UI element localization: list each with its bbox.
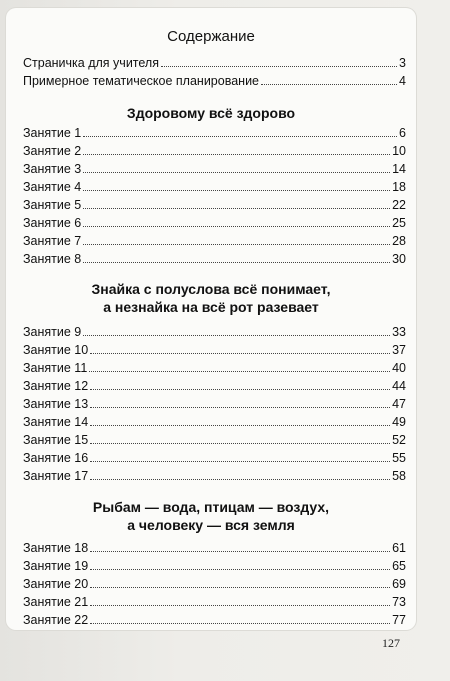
toc-entry-page: 49 <box>392 415 406 429</box>
toc-entry-page: 22 <box>392 198 406 212</box>
toc-entry[interactable] <box>23 72 406 89</box>
toc-entry-page: 30 <box>392 252 406 266</box>
section-heading-line: Рыбам — вода, птицам — воздух, <box>92 499 330 515</box>
toc-entry-page: 10 <box>392 144 406 158</box>
toc-entry-label: Занятие 8 <box>23 252 82 266</box>
toc-entry-page: 47 <box>392 397 406 411</box>
toc-entry-page: 18 <box>392 180 406 194</box>
toc-entry-page: 4 <box>399 74 406 88</box>
toc-entry-label: Занятие 1 <box>23 126 82 140</box>
toc-entry[interactable] <box>23 54 406 71</box>
toc-entry-label: Занятие 11 <box>23 361 88 375</box>
toc-entry[interactable] <box>23 413 406 430</box>
toc-entry[interactable] <box>23 395 406 412</box>
toc-entry[interactable] <box>23 359 406 376</box>
toc-entry[interactable] <box>23 467 406 484</box>
toc-entry[interactable] <box>23 593 406 610</box>
dot-leader <box>90 388 390 390</box>
toc-entry-label: Занятие 22 <box>23 613 89 627</box>
toc-entry-label: Занятие 6 <box>23 216 82 230</box>
toc-entry-label: Занятие 7 <box>23 234 82 248</box>
dot-leader <box>83 171 390 173</box>
toc-entry-page: 3 <box>399 56 406 70</box>
toc-entry[interactable] <box>23 160 406 177</box>
toc-entry-label: Занятие 3 <box>23 162 82 176</box>
dot-leader <box>83 153 390 155</box>
section-heading <box>6 104 416 122</box>
toc-entry-label: Страничка для учителя <box>23 56 159 70</box>
page-number: 127 <box>382 636 400 650</box>
toc-entry-label: Занятие 13 <box>23 397 89 411</box>
toc-entry-label: Занятие 16 <box>23 451 89 465</box>
toc-entry[interactable] <box>23 611 406 628</box>
dot-leader <box>90 460 390 462</box>
toc-entry-label: Занятие 10 <box>23 343 89 357</box>
toc-entry[interactable] <box>23 124 406 141</box>
toc-entry-label: Занятие 18 <box>23 541 89 555</box>
toc-entry-label: Занятие 2 <box>23 144 82 158</box>
toc-entry-page: 37 <box>392 343 406 357</box>
toc-entry[interactable] <box>23 142 406 159</box>
toc-entry-page: 65 <box>392 559 406 573</box>
dot-leader <box>83 334 390 336</box>
toc-entry[interactable] <box>23 377 406 394</box>
contents-panel <box>6 8 416 630</box>
dot-leader <box>261 83 397 85</box>
toc-entry-label: Занятие 21 <box>23 595 89 609</box>
toc-entry-label: Занятие 12 <box>23 379 89 393</box>
toc-entry[interactable] <box>23 539 406 556</box>
toc-entry[interactable] <box>23 557 406 574</box>
dot-leader <box>83 189 390 191</box>
dot-leader <box>90 604 390 606</box>
toc-entry-page: 14 <box>392 162 406 176</box>
toc-entry[interactable] <box>23 431 406 448</box>
toc-entry-label: Занятие 4 <box>23 180 82 194</box>
contents-title: Содержание <box>167 28 255 45</box>
toc-entry-page: 25 <box>392 216 406 230</box>
toc-entry-page: 40 <box>392 361 406 375</box>
toc-entry-page: 28 <box>392 234 406 248</box>
dot-leader <box>83 243 390 245</box>
dot-leader <box>90 622 390 624</box>
dot-leader <box>83 225 390 227</box>
toc-entry-label: Занятие 14 <box>23 415 89 429</box>
toc-entry[interactable] <box>23 323 406 340</box>
section-heading-line: а человеку — вся земля <box>127 517 295 533</box>
toc-entry[interactable] <box>23 449 406 466</box>
section-heading-line: Знайка с полуслова всё понимает, <box>91 281 331 297</box>
dot-leader <box>83 135 397 137</box>
toc-entry-page: 69 <box>392 577 406 591</box>
dot-leader <box>83 207 390 209</box>
dot-leader <box>90 550 390 552</box>
toc-entry-page: 61 <box>392 541 406 555</box>
toc-entry[interactable] <box>23 178 406 195</box>
toc-entry-page: 6 <box>399 126 406 140</box>
toc-entry-label: Занятие 5 <box>23 198 82 212</box>
dot-leader <box>90 352 390 354</box>
dot-leader <box>161 65 397 67</box>
toc-entry[interactable] <box>23 214 406 231</box>
toc-entry[interactable] <box>23 250 406 267</box>
dot-leader <box>90 424 390 426</box>
section-heading-line: а незнайка на всё рот разевает <box>103 299 319 315</box>
dot-leader <box>90 442 390 444</box>
dot-leader <box>89 370 390 372</box>
toc-entry-page: 58 <box>392 469 406 483</box>
dot-leader <box>90 586 390 588</box>
toc-entry-page: 55 <box>392 451 406 465</box>
toc-entry[interactable] <box>23 575 406 592</box>
dot-leader <box>83 261 390 263</box>
section-heading-line: Здоровому всё здорово <box>126 105 296 121</box>
toc-entry[interactable] <box>23 341 406 358</box>
dot-leader <box>90 568 390 570</box>
dot-leader <box>90 478 390 480</box>
toc-entry[interactable] <box>23 232 406 249</box>
toc-entry-page: 52 <box>392 433 406 447</box>
toc-entry-page: 44 <box>392 379 406 393</box>
section-heading <box>6 498 416 534</box>
toc-entry-label: Занятие 9 <box>23 325 82 339</box>
toc-entry-label: Занятие 20 <box>23 577 89 591</box>
dot-leader <box>90 406 390 408</box>
toc-entry[interactable] <box>23 196 406 213</box>
toc-entry-label: Занятие 19 <box>23 559 89 573</box>
toc-entry-label: Занятие 15 <box>23 433 89 447</box>
toc-entry-page: 77 <box>392 613 406 627</box>
toc-entry-page: 73 <box>392 595 406 609</box>
toc-entry-label: Примерное тематическое планирование <box>23 74 260 88</box>
toc-entry-label: Занятие 17 <box>23 469 89 483</box>
toc-entry-page: 33 <box>392 325 406 339</box>
section-heading <box>6 280 416 316</box>
